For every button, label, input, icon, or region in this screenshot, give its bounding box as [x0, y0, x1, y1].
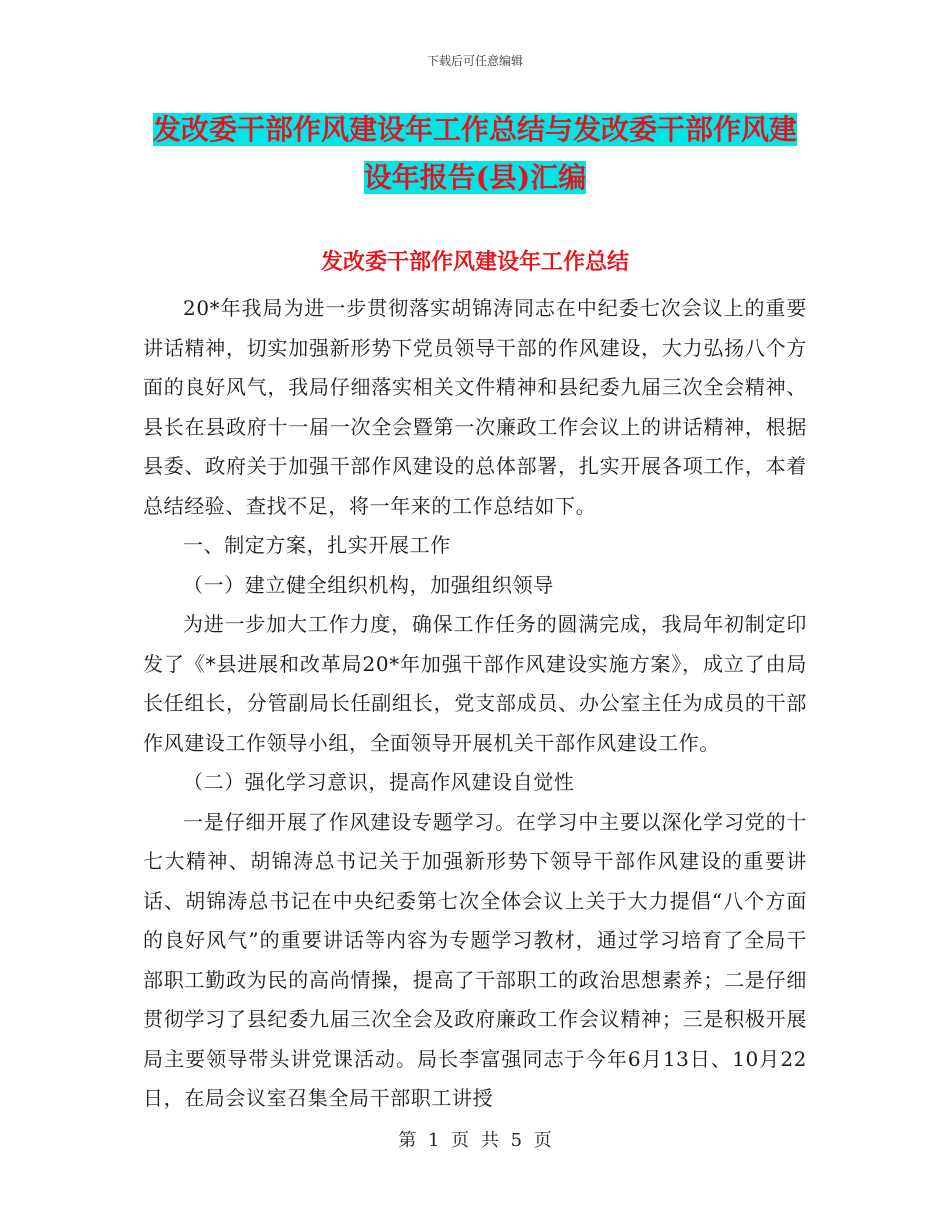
title-line-1: 发改委干部作风建设年工作总结与发改委干部作风建 [152, 113, 797, 146]
page-number: 第 1 页 共 5 页 [398, 1130, 552, 1151]
document-body [143, 289, 807, 1119]
section-title: 发改委干部作风建设年工作总结 [320, 249, 629, 275]
paragraph-intro: 20*年我局为进一步贯彻落实胡锦涛同志在中纪委七次会议上的重要讲话精神，切实加强新形势下党员领导干部的作风建设，大力弘扬八个方面的良好风气，我局仔细落实相关文件精神和县纪委九届三次全会精神、县长在县政府十一届一次全会暨第一次廉政工作会议上的讲话精神，根据县委、政府关于加强干部作风建设的总体部署，扎实开展各项工作，本着总结经验、查找不足，将一年来的工作总结如下。 [143, 296, 807, 518]
paragraph-organization: 为进一步加大工作力度，确保工作任务的圆满完成，我局年初制定印发了《*县进展和改革局20*年加强干部作风建设实施方案》，成立了由局长任组长，分管副局长任副组长，党支部成员、办公室主任为成员的干部作风建设工作领导小组，全面领导开展机关干部作风建设工作。 [143, 612, 807, 755]
heading-1: 一、制定方案，扎实开展工作 [183, 533, 451, 557]
paragraph-study: 一是仔细开展了作风建设专题学习。在学习中主要以深化学习党的十七大精神、胡锦涛总书记关于加强新形势下领导干部作风建设的重要讲话、胡锦涛总书记在中央纪委第七次全体会议上关于大力提倡“八个方面的良好风气”的重要讲话等内容为专题学习教材，通过学习培育了全局干部职工勤政为民的高尚情操，提高了干部职工的政治思想素养；二是仔细贯彻学习了县纪委九届三次全会及政府廉政工作会议精神；三是积极开展局主要领导带头讲党课活动。局长李富强同志于今年6月13日、10月22日，在局会议室召集全局干部职工讲授 [143, 809, 807, 1110]
title-line-2: 设年报告(县)汇编 [363, 161, 587, 194]
subheading-1: （一）建立健全组织机构，加强组织领导 [183, 572, 554, 597]
document-title [140, 106, 810, 202]
subheading-2: （二）强化学习意识，提高作风建设自觉性 [183, 770, 575, 794]
header-note: 下载后可任意编辑 [426, 54, 523, 68]
